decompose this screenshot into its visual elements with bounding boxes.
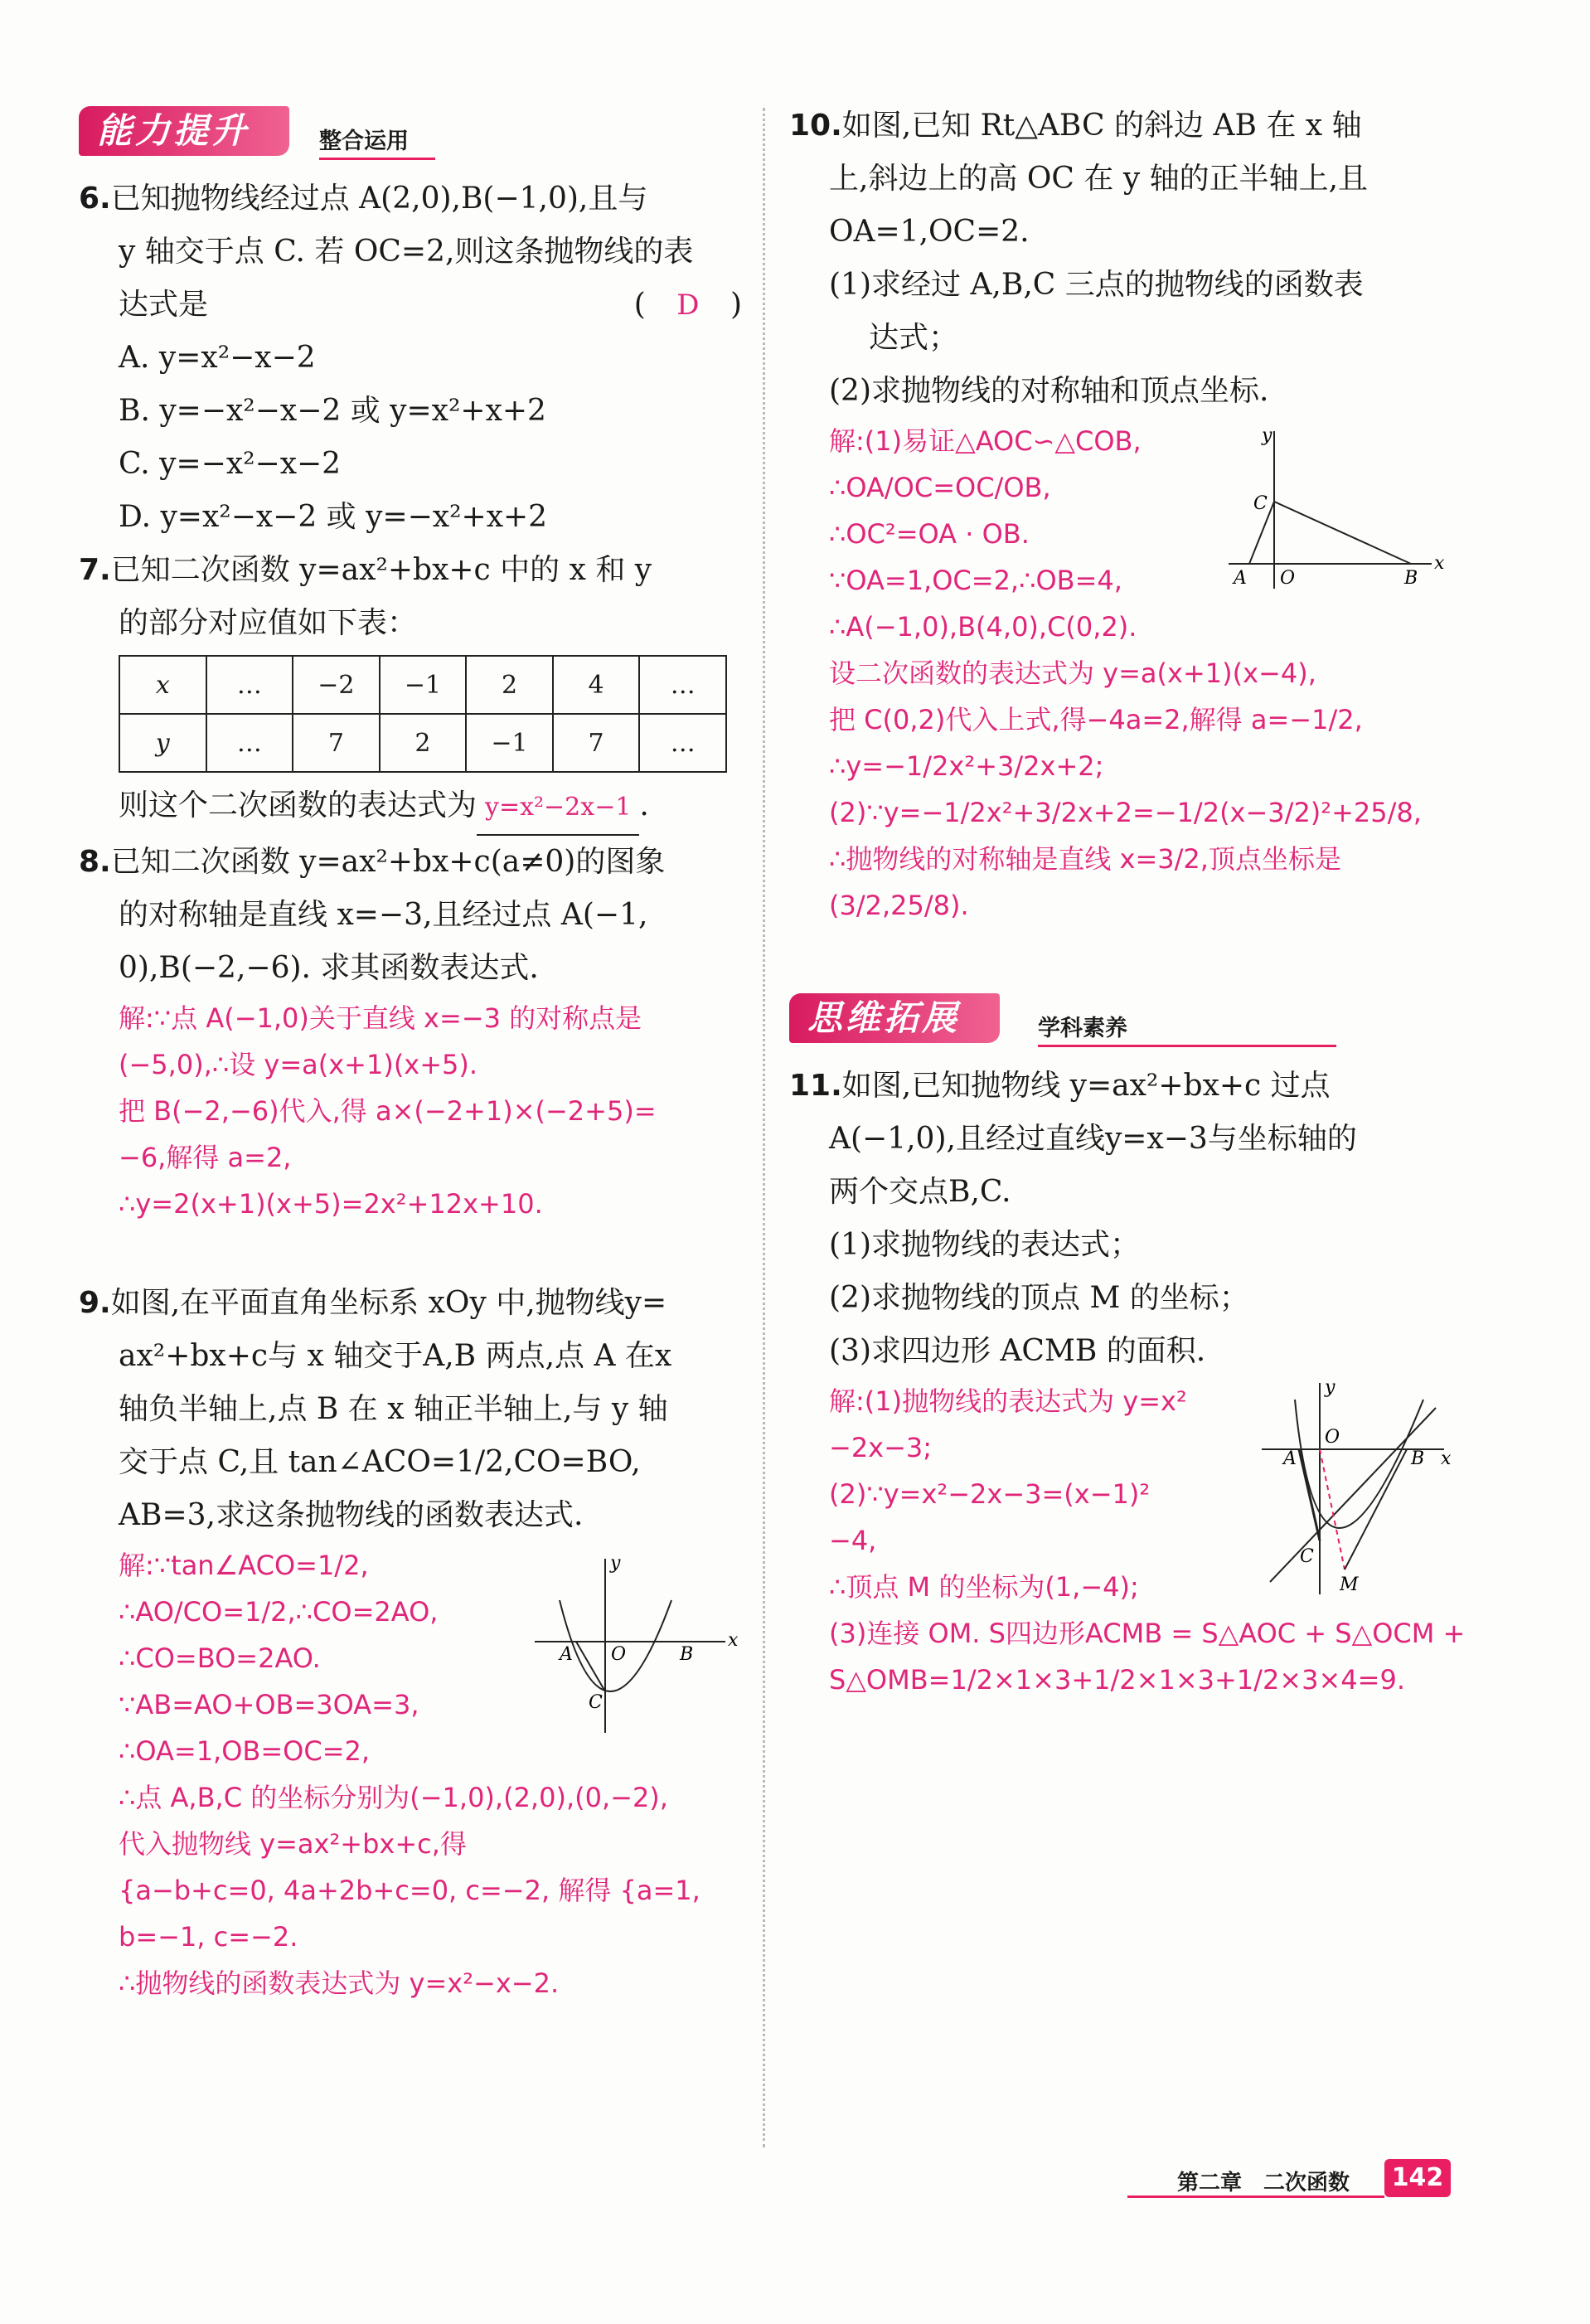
question-text: ax²+bx+c与 x 轴交于A,B 两点,点 A 在x <box>119 1339 672 1373</box>
solution-line: ∵OA=1,OC=2,∴OB=4, <box>829 565 1122 596</box>
solution-line: 代入抛物线 y=ax²+bx+c,得 <box>119 1828 467 1860</box>
choice-answer: D <box>676 289 700 322</box>
label-c: C <box>589 1692 603 1713</box>
solution-line: (2)∵y=x²−2x−3=(x−1)² <box>829 1478 1151 1510</box>
banner-subtitle: 学科素养 <box>1038 1016 1127 1041</box>
question-text: 0),B(−2,−6). 求其函数表达式. <box>119 951 539 985</box>
table-cell: 2 <box>466 656 553 714</box>
question-9 <box>79 1277 742 2006</box>
table-cell: x <box>119 656 206 714</box>
question-text: 已知抛物线经过点 A(2,0),B(−1,0),且与 <box>110 182 648 216</box>
solution-line: −6,解得 a=2, <box>119 1142 292 1173</box>
banner-rule <box>1038 1045 1336 1047</box>
option-d: D. y=x²−x−2 或 y=−x²+x+2 <box>119 500 548 534</box>
right-column <box>789 99 1469 1703</box>
label-o: O <box>611 1644 627 1665</box>
table-cell: −1 <box>380 656 467 714</box>
solution-line: 解:∵tan∠ACO=1/2, <box>119 1550 369 1581</box>
fill-prefix: 则这个二次函数的表达式为 <box>119 788 477 822</box>
label-b: B <box>680 1644 694 1665</box>
solution-line: ∴y=−1/2x²+3/2x+2; <box>829 750 1104 782</box>
solution-line: S△OMB=1/2×1×3+1/2×1×3+1/2×3×4=9. <box>829 1664 1405 1696</box>
solution-line: ∴A(−1,0),B(4,0),C(0,2). <box>829 611 1137 643</box>
banner-subtitle: 整合运用 <box>319 129 409 154</box>
parabola <box>1295 1400 1423 1528</box>
table-cell: … <box>639 656 726 714</box>
label-a: A <box>1234 568 1247 589</box>
solution-line: 把 B(−2,−6)代入,得 a×(−2+1)×(−2+5)= <box>119 1095 657 1127</box>
sub-question: (3)求四边形 ACMB 的面积. <box>829 1334 1206 1368</box>
table-cell: 7 <box>293 714 380 772</box>
table-cell: 7 <box>553 714 640 772</box>
q10-figure <box>1220 423 1444 597</box>
section-banner-ability <box>79 99 742 164</box>
label-x: x <box>1434 553 1444 574</box>
solution-line: ∴OA=1,OB=OC=2, <box>119 1735 371 1767</box>
solution-line: ∴AO/CO=1/2,∴CO=2AO, <box>119 1596 439 1628</box>
sub-question: (1)求经过 A,B,C 三点的抛物线的函数表 <box>829 268 1364 302</box>
q9-figure <box>526 1550 742 1741</box>
solution-line: −2x−3; <box>829 1432 933 1463</box>
chapter-title: 第二章 二次函数 <box>1177 2171 1350 2195</box>
solution-line: ∴OA/OC=OC/OB, <box>829 472 1051 503</box>
solution-line: (−5,0),∴设 y=a(x+1)(x+5). <box>119 1049 478 1080</box>
table-cell: −2 <box>293 656 380 714</box>
segment-mb <box>1345 1449 1407 1570</box>
sub-question: 达式； <box>869 321 959 355</box>
table-cell: … <box>639 714 726 772</box>
question-text: 的对称轴是直线 x=−3,且经过点 A(−1, <box>119 898 648 932</box>
question-number: 11. <box>789 1069 842 1103</box>
solution-line: ∴OC²=OA · OB. <box>829 518 1030 550</box>
segment-om <box>1320 1449 1345 1570</box>
value-table <box>119 655 727 773</box>
solution-line: −4, <box>829 1525 877 1556</box>
solution-line: 解:(1)易证△AOC∽△COB, <box>829 425 1142 457</box>
label-c: C <box>1300 1546 1314 1567</box>
option-b: B. y=−x²−x−2 或 y=x²+x+2 <box>119 394 546 428</box>
sub-question: (2)求抛物线的顶点 M 的坐标； <box>829 1281 1249 1315</box>
solution-line: ∴抛物线的对称轴是直线 x=3/2,顶点坐标是 <box>829 843 1341 875</box>
label-m: M <box>1340 1574 1359 1595</box>
label-y: y <box>1262 425 1272 446</box>
q11-figure <box>1253 1375 1452 1599</box>
option-a: A. y=x²−x−2 <box>119 341 316 375</box>
question-number: 6. <box>79 182 111 216</box>
label-y: y <box>1325 1377 1336 1398</box>
question-text: 的部分对应值如下表： <box>119 606 418 640</box>
banner-title: 思维拓展 <box>789 993 1000 1043</box>
question-text: AB=3,求这条抛物线的函数表达式. <box>119 1498 584 1532</box>
segment-ac <box>1299 1449 1320 1540</box>
table-cell: … <box>206 656 293 714</box>
sub-question: (2)求抛物线的对称轴和顶点坐标. <box>829 374 1269 408</box>
solution-line: 把 C(0,2)代入上式,得−4a=2,解得 a=−1/2, <box>829 704 1363 735</box>
label-b: B <box>1404 568 1418 589</box>
label-x: x <box>728 1630 739 1651</box>
table-cell: 2 <box>380 714 467 772</box>
label-a: A <box>560 1644 573 1665</box>
table-cell: −1 <box>466 714 553 772</box>
label-y: y <box>610 1553 621 1574</box>
solution-line: 解:∵点 A(−1,0)关于直线 x=−3 的对称点是 <box>119 1002 642 1034</box>
question-text: A(−1,0),且经过直线y=x−3与坐标轴的 <box>829 1122 1357 1156</box>
label-b: B <box>1411 1448 1425 1469</box>
page-number: 142 <box>1384 2159 1451 2197</box>
fill-answer: y=x²−2x−1 <box>477 781 639 836</box>
solution-line: (3/2,25/8). <box>829 890 969 921</box>
answer-paren-close: ) <box>730 288 742 322</box>
table-cell: … <box>206 714 293 772</box>
question-number: 10. <box>789 109 842 143</box>
question-number: 9. <box>79 1286 111 1320</box>
solution-line: {a−b+c=0, 4a+2b+c=0, c=−2, 解得 {a=1, b=−1, c=−2. <box>119 1875 700 1953</box>
solution-line: ∵AB=AO+OB=3OA=3, <box>119 1689 419 1720</box>
banner-title: 能力提升 <box>79 106 289 156</box>
question-text: 如图,在平面直角坐标系 xOy 中,抛物线y= <box>110 1286 667 1320</box>
question-10 <box>789 99 1469 929</box>
label-c: C <box>1253 493 1268 514</box>
question-text: 如图,已知抛物线 y=ax²+bx+c 过点 <box>841 1069 1331 1103</box>
column-divider <box>763 108 765 2147</box>
answer-paren-open: ( <box>633 288 646 322</box>
question-11 <box>789 1060 1469 1703</box>
solution-line: (3)连接 OM. S四边形ACMB = S△AOC + S△OCM + <box>829 1618 1466 1649</box>
question-text: 如图,已知 Rt△ABC 的斜边 AB 在 x 轴 <box>841 109 1362 143</box>
table-cell: 4 <box>553 656 640 714</box>
solution-line: (2)∵y=−1/2x²+3/2x+2=−1/2(x−3/2)²+25/8, <box>829 797 1422 828</box>
question-text: y 轴交于点 C. 若 OC=2,则这条抛物线的表 <box>119 235 694 269</box>
banner-rule <box>319 158 435 160</box>
question-7 <box>79 544 742 836</box>
label-o: O <box>1280 568 1296 589</box>
question-text: 上,斜边上的高 OC 在 y 轴的正半轴上,且 <box>829 162 1369 196</box>
option-c: C. y=−x²−x−2 <box>119 447 342 481</box>
question-text: OA=1,OC=2. <box>829 215 1030 249</box>
table-row <box>119 714 726 772</box>
footer-rule <box>1127 2195 1384 2198</box>
question-text: 轴负半轴上,点 B 在 x 轴正半轴上,与 y 轴 <box>119 1392 668 1426</box>
question-text: 达式是 <box>119 288 209 322</box>
question-text: 交于点 C,且 tan∠ACO=1/2,CO=BO, <box>119 1445 641 1479</box>
solution-line: ∴顶点 M 的坐标为(1,−4); <box>829 1571 1139 1603</box>
question-text: 两个交点B,C. <box>829 1175 1011 1209</box>
label-o: O <box>1325 1427 1340 1448</box>
fill-suffix: . <box>639 788 649 822</box>
question-8 <box>79 836 742 1227</box>
solution-line: ∴y=2(x+1)(x+5)=2x²+12x+10. <box>119 1188 543 1220</box>
table-row <box>119 656 726 714</box>
solution-line: ∴CO=BO=2AO. <box>119 1642 321 1674</box>
table-cell: y <box>119 714 206 772</box>
segment-ac <box>576 1642 605 1691</box>
question-text: 已知二次函数 y=ax²+bx+c(a≠0)的图象 <box>110 845 666 879</box>
solution-line: ∴抛物线的函数表达式为 y=x²−x−2. <box>119 1967 560 1999</box>
question-text: 已知二次函数 y=ax²+bx+c 中的 x 和 y <box>110 553 652 587</box>
left-column <box>79 99 742 2006</box>
line-bc <box>1270 1408 1436 1582</box>
label-x: x <box>1441 1448 1452 1469</box>
sub-question: (1)求抛物线的表达式； <box>829 1228 1140 1262</box>
question-number: 8. <box>79 845 111 879</box>
solution-line: 设二次函数的表达式为 y=a(x+1)(x−4), <box>829 657 1316 689</box>
solution-line: 解:(1)抛物线的表达式为 y=x² <box>829 1385 1187 1417</box>
label-a: A <box>1283 1448 1297 1469</box>
section-banner-thinking <box>789 987 1469 1051</box>
question-number: 7. <box>79 553 111 587</box>
question-6 <box>79 172 742 544</box>
solution-line: ∴点 A,B,C 的坐标分别为(−1,0),(2,0),(0,−2), <box>119 1782 668 1813</box>
